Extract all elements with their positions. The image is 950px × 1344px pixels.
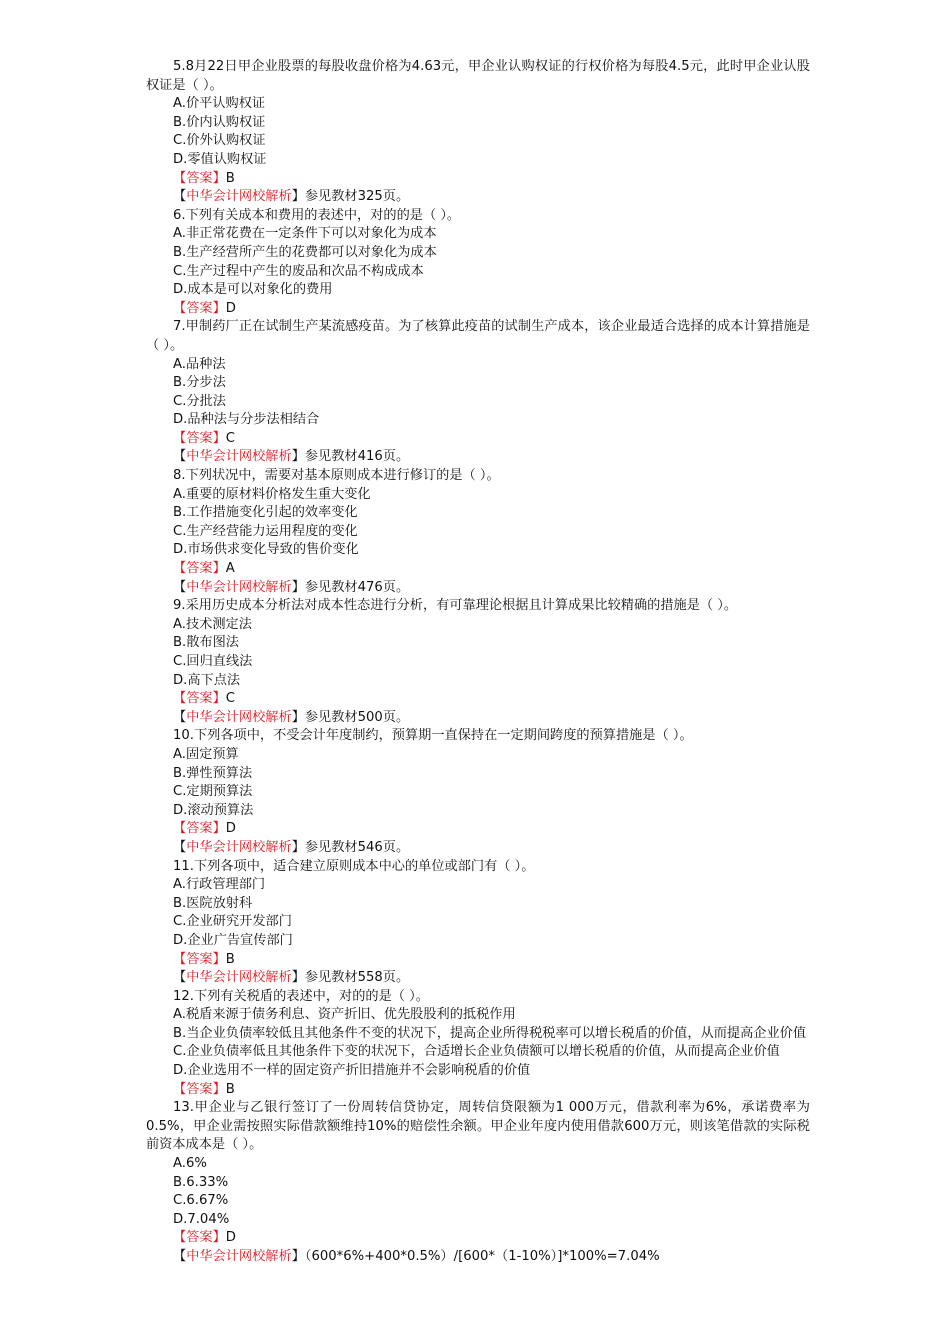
- answer-option: C.价外认购权证: [173, 133, 266, 149]
- answer-option: D.企业选用不一样的固定资产折旧措施并不会影响税盾的价值: [173, 1063, 531, 1079]
- question-stem: 11.下列各项中，适合建立原则成本中心的单位或部门有（ ）。: [173, 858, 535, 874]
- analysis-bracket-close: 】: [291, 839, 305, 855]
- answer-option: C.6.67%: [173, 1193, 229, 1209]
- answer-option: D.高下点法: [173, 672, 241, 688]
- answer-option: B.散布图法: [173, 635, 239, 651]
- answer-option: C.企业研究开发部门: [173, 914, 292, 930]
- answer-option: A.行政管理部门: [173, 877, 266, 893]
- analysis-bracket-open: 【: [173, 189, 187, 205]
- analysis-bracket-close: 】: [291, 189, 305, 205]
- answer-value: B: [225, 951, 235, 967]
- answer-bracket-open: 【: [173, 1081, 187, 1097]
- answer-bracket-open: 【: [173, 561, 187, 577]
- answer-bracket-close: 】: [212, 1230, 226, 1246]
- question-stem: 13.甲企业与乙银行签订了一份周转信贷协定，周转信贷限额为1 000万元，借款利率为6%，承诺费率为0.5%，甲企业需按照实际借款额维持10%的赔偿性余额。甲企业年度内使用借款600万元，则该笔借款的实际税前资本成本是（ ）。: [146, 1100, 810, 1153]
- question-stem: 12.下列有关税盾的表述中，对的的是（ ）。: [173, 988, 429, 1004]
- answer-bracket-open: 【: [173, 1230, 187, 1246]
- answer-label: 答案: [186, 691, 213, 707]
- answer-option: B.工作措施变化引起的效率变化: [173, 505, 358, 521]
- question-block: [146, 1099, 810, 1266]
- analysis-label: 中华会计网校解析: [186, 1249, 292, 1264]
- analysis-line: [146, 448, 810, 467]
- answer-line: [146, 560, 810, 579]
- answer-option: C.分批法: [173, 393, 226, 409]
- analysis-label: 中华会计网校解析: [186, 579, 292, 595]
- question-stem: 10.下列各项中，不受会计年度制约，预算期一直保持在一定期间跨度的预算措施是（ ）。: [173, 728, 693, 744]
- answer-label: 答案: [186, 1230, 213, 1246]
- answer-value: B: [225, 1081, 235, 1097]
- answer-option: D.零值认购权证: [173, 151, 267, 167]
- answer-option: D.滚动预算法: [173, 802, 254, 818]
- answer-option: B.医院放射科: [173, 895, 253, 911]
- analysis-line: [146, 188, 810, 207]
- answer-option: D.市场供求变化导致的售价变化: [173, 542, 359, 558]
- analysis-text: 参见教材558页。: [304, 970, 410, 986]
- answer-value: C: [225, 691, 235, 707]
- answer-option: D.7.04%: [173, 1211, 230, 1227]
- analysis-bracket-close: 】: [291, 709, 305, 725]
- answer-line: [146, 1081, 810, 1100]
- answer-option: C.生产经营能力运用程度的变化: [173, 523, 358, 539]
- answer-label: 答案: [186, 561, 213, 577]
- question-stem: 5.8月22日甲企业股票的每股收盘价格为4.63元，甲企业认购权证的行权价格为每股4.5元，此时甲企业认股权证是（ ）。: [146, 59, 810, 93]
- answer-bracket-close: 】: [212, 430, 226, 446]
- analysis-label: 中华会计网校解析: [186, 709, 292, 725]
- analysis-line: [146, 579, 810, 598]
- answer-bracket-open: 【: [173, 951, 187, 967]
- analysis-label: 中华会计网校解析: [186, 189, 292, 205]
- analysis-bracket-close: 】: [291, 1249, 305, 1264]
- answer-bracket-open: 【: [173, 430, 187, 446]
- answer-option: A.品种法: [173, 356, 226, 372]
- answer-option: A.非正常花费在一定条件下可以对象化为成本: [173, 226, 437, 242]
- question-block: [146, 858, 810, 988]
- analysis-label: 中华会计网校解析: [186, 449, 292, 465]
- question-block: [146, 207, 810, 319]
- question-stem: 8.下列状况中，需要对基本原则成本进行修订的是（ ）。: [173, 468, 500, 484]
- question-stem: 7.甲制药厂正在试制生产某流感疫苗。为了核算此疫苗的试制生产成本，该企业最适合选择的成本计算措施是（ ）。: [146, 319, 810, 353]
- answer-option: A.重要的原材料价格发生重大变化: [173, 486, 371, 502]
- answer-bracket-open: 【: [173, 300, 187, 316]
- analysis-text: 参见教材416页。: [304, 449, 410, 465]
- answer-bracket-close: 】: [212, 170, 226, 186]
- answer-value: D: [225, 821, 236, 837]
- analysis-bracket-open: 【: [173, 579, 187, 595]
- answer-bracket-close: 】: [212, 691, 226, 707]
- answer-label: 答案: [186, 1081, 213, 1097]
- answer-option: B.价内认购权证: [173, 114, 266, 130]
- analysis-text: 参见教材546页。: [304, 839, 410, 855]
- answer-option: A.价平认购权证: [173, 96, 266, 112]
- analysis-bracket-open: 【: [173, 1249, 187, 1264]
- question-block: [146, 727, 810, 857]
- answer-option: A.税盾来源于债务利息、资产折旧、优先股股利的抵税作用: [173, 1007, 516, 1023]
- analysis-bracket-close: 】: [291, 449, 305, 465]
- question-stem: 9.采用历史成本分析法对成本性态进行分析，有可靠理论根据且计算成果比较精确的措施是（ ）。: [173, 598, 738, 614]
- answer-option: C.企业负债率低且其他条件下变的状况下，合适增长企业负债额可以增长税盾的价值，从而提高企业价值: [173, 1044, 780, 1060]
- answer-option: A.技术测定法: [173, 616, 252, 632]
- answer-line: [146, 951, 810, 970]
- analysis-bracket-open: 【: [173, 970, 187, 986]
- question-block: [146, 988, 810, 1100]
- answer-option: B.当企业负债率较低且其他条件不变的状况下，提高企业所得税税率可以增长税盾的价值，从而提高企业价值: [173, 1025, 807, 1041]
- analysis-text: （600*6%+400*0.5%）/[600*（1-10%）]*100%=7.04%: [304, 1249, 660, 1264]
- answer-bracket-open: 【: [173, 821, 187, 837]
- answer-bracket-close: 】: [212, 300, 226, 316]
- analysis-line: [146, 969, 810, 988]
- answer-value: C: [225, 430, 235, 446]
- question-block: [146, 597, 810, 727]
- analysis-text: 参见教材476页。: [304, 579, 410, 595]
- answer-bracket-open: 【: [173, 170, 187, 186]
- answer-option: C.定期预算法: [173, 784, 253, 800]
- answer-label: 答案: [186, 170, 213, 186]
- analysis-text: 参见教材500页。: [304, 709, 410, 725]
- answer-label: 答案: [186, 430, 213, 446]
- answer-option: C.回归直线法: [173, 654, 253, 669]
- answer-option: B.生产经营所产生的花费都可以对象化为成本: [173, 244, 437, 260]
- analysis-bracket-close: 】: [291, 970, 305, 986]
- answer-option: B.6.33%: [173, 1174, 229, 1190]
- answer-line: [146, 300, 810, 319]
- analysis-bracket-open: 【: [173, 839, 187, 855]
- question-stem: 6.下列有关成本和费用的表述中，对的的是（ ）。: [173, 207, 461, 223]
- analysis-text: 参见教材325页。: [304, 189, 410, 205]
- answer-line: [146, 1229, 810, 1248]
- answer-value: D: [225, 1230, 236, 1246]
- answer-value: A: [225, 561, 235, 577]
- question-block: [146, 58, 810, 207]
- question-block: [146, 467, 810, 597]
- analysis-line: [146, 839, 810, 858]
- answer-option: B.弹性预算法: [173, 765, 253, 781]
- answer-value: D: [225, 300, 236, 316]
- analysis-line: [146, 709, 810, 728]
- answer-option: A.固定预算: [173, 746, 239, 762]
- analysis-label: 中华会计网校解析: [186, 839, 292, 855]
- answer-bracket-close: 】: [212, 1081, 226, 1097]
- question-block: [146, 318, 810, 467]
- answer-line: [146, 430, 810, 449]
- answer-bracket-close: 】: [212, 821, 226, 837]
- answer-option: B.分步法: [173, 375, 226, 391]
- analysis-label: 中华会计网校解析: [186, 970, 292, 986]
- answer-bracket-close: 】: [212, 951, 226, 967]
- answer-label: 答案: [186, 821, 213, 837]
- analysis-line: [146, 1248, 810, 1267]
- answer-option: D.成本是可以对象化的费用: [173, 282, 333, 298]
- analysis-bracket-close: 】: [291, 579, 305, 595]
- answer-label: 答案: [186, 300, 213, 316]
- answer-line: [146, 170, 810, 189]
- answer-line: [146, 820, 810, 839]
- answer-label: 答案: [186, 951, 213, 967]
- analysis-bracket-open: 【: [173, 449, 187, 465]
- document-body: [146, 58, 810, 1267]
- answer-option: D.品种法与分步法相结合: [173, 412, 320, 428]
- answer-option: A.6%: [173, 1156, 207, 1172]
- answer-line: [146, 690, 810, 709]
- analysis-bracket-open: 【: [173, 709, 187, 725]
- answer-option: D.企业广告宣传部门: [173, 932, 293, 948]
- answer-value: B: [225, 170, 235, 186]
- answer-option: C.生产过程中产生的废品和次品不构成成本: [173, 263, 424, 279]
- answer-bracket-close: 】: [212, 561, 226, 577]
- answer-bracket-open: 【: [173, 691, 187, 707]
